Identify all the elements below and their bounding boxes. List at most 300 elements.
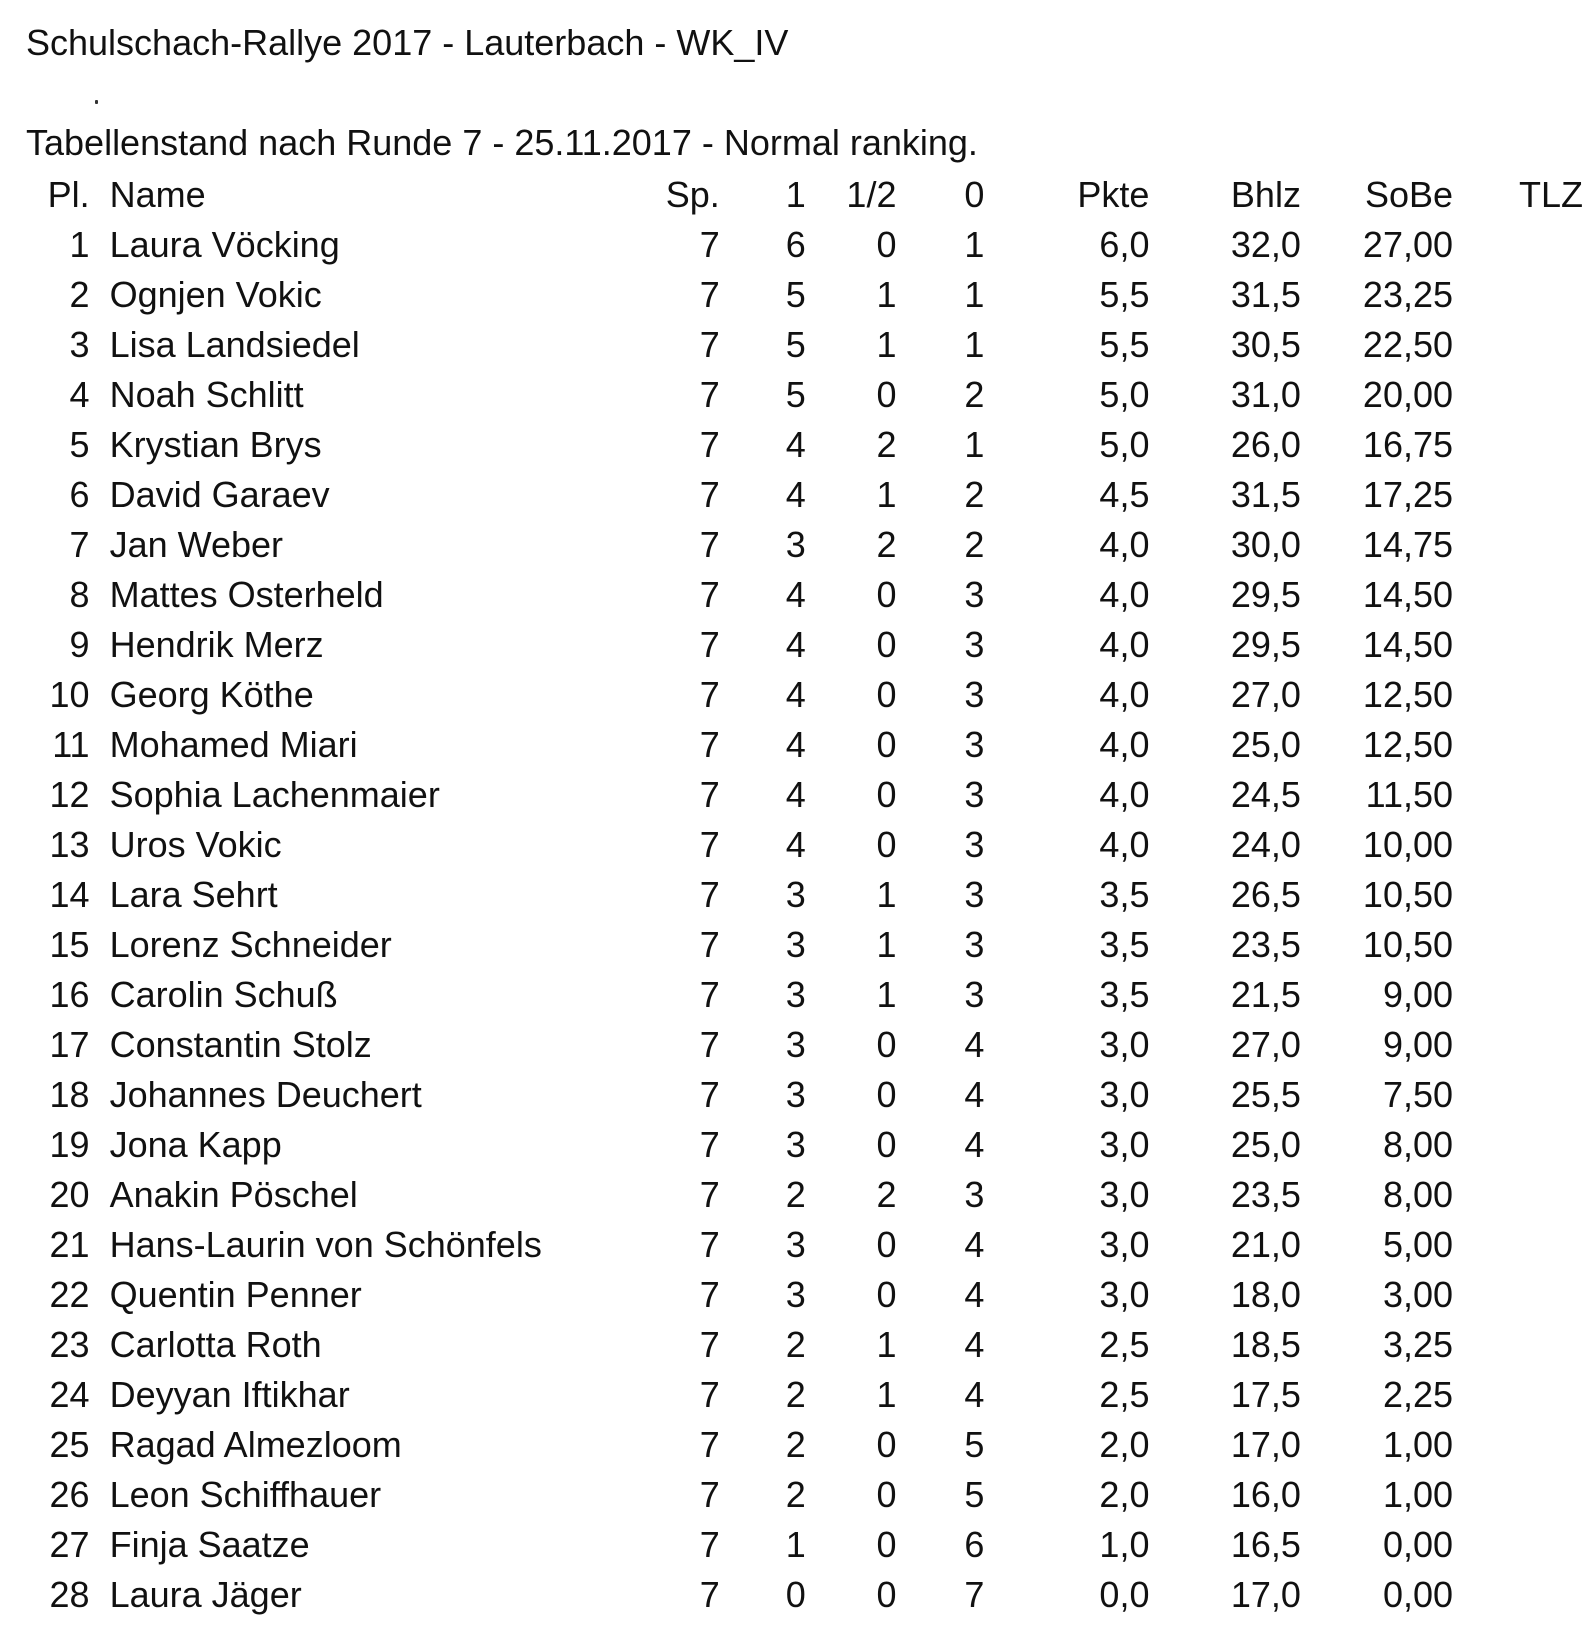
row-wins: 3 [785, 874, 806, 915]
row-place: 14 [49, 874, 90, 915]
row-buchholz: 26,0 [1230, 424, 1301, 465]
row-losses: 4 [964, 1124, 985, 1165]
row-buchholz: 23,5 [1230, 924, 1301, 965]
row-tlz [1453, 1570, 1583, 1620]
row-games: 7 [699, 1224, 720, 1265]
row-games: 7 [699, 474, 720, 515]
row-buchholz: 31,5 [1230, 474, 1301, 515]
row-buchholz: 31,5 [1230, 274, 1301, 315]
row-points: 6,0 [1099, 224, 1150, 265]
row-games: 7 [699, 1574, 720, 1615]
row-draws: 0 [876, 1574, 897, 1615]
row-sonneborn-berger: 0,00 [1382, 1574, 1454, 1615]
row-games: 7 [699, 224, 720, 265]
row-sonneborn-berger: 23,25 [1362, 274, 1454, 315]
row-wins: 1 [785, 1524, 806, 1565]
row-wins: 4 [785, 574, 806, 615]
table-row [34, 520, 1583, 570]
header-tlz: TLZ [1518, 174, 1583, 215]
table-row [34, 820, 1583, 870]
row-buchholz: 18,5 [1230, 1324, 1301, 1365]
row-tlz [1453, 1070, 1583, 1120]
row-name: Constantin Stolz [109, 1024, 372, 1065]
row-buchholz: 25,5 [1230, 1074, 1301, 1115]
row-draws: 0 [876, 1124, 897, 1165]
row-draws: 0 [876, 1524, 897, 1565]
row-buchholz: 21,5 [1230, 974, 1301, 1015]
row-points: 3,5 [1099, 974, 1150, 1015]
row-place: 25 [49, 1424, 90, 1465]
row-losses: 3 [964, 774, 985, 815]
row-wins: 4 [785, 624, 806, 665]
row-draws: 2 [876, 1174, 897, 1215]
row-points: 5,0 [1099, 374, 1150, 415]
row-tlz [1453, 470, 1583, 520]
table-row [34, 1570, 1583, 1620]
standings-header [34, 170, 1583, 220]
row-draws: 0 [876, 1074, 897, 1115]
row-buchholz: 31,0 [1230, 374, 1301, 415]
row-name: Krystian Brys [109, 424, 322, 465]
row-tlz [1453, 1020, 1583, 1070]
row-draws: 1 [876, 874, 897, 915]
row-losses: 3 [964, 724, 985, 765]
row-place: 17 [49, 1024, 90, 1065]
table-row [34, 570, 1583, 620]
row-points: 3,0 [1099, 1024, 1150, 1065]
row-losses: 7 [964, 1574, 985, 1615]
row-sonneborn-berger: 14,50 [1362, 624, 1454, 665]
row-games: 7 [699, 824, 720, 865]
row-games: 7 [699, 374, 720, 415]
row-name: Anakin Pöschel [109, 1174, 358, 1215]
row-sonneborn-berger: 9,00 [1382, 974, 1454, 1015]
row-tlz [1453, 1370, 1583, 1420]
row-tlz [1453, 620, 1583, 670]
row-games: 7 [699, 724, 720, 765]
row-tlz [1453, 870, 1583, 920]
row-buchholz: 29,5 [1230, 574, 1301, 615]
row-name: Carlotta Roth [109, 1324, 322, 1365]
row-wins: 4 [785, 824, 806, 865]
row-points: 4,5 [1099, 474, 1150, 515]
row-buchholz: 25,0 [1230, 724, 1301, 765]
row-sonneborn-berger: 12,50 [1362, 724, 1454, 765]
row-wins: 4 [785, 474, 806, 515]
row-sonneborn-berger: 5,00 [1382, 1224, 1454, 1265]
row-losses: 1 [964, 324, 985, 365]
row-tlz [1453, 970, 1583, 1020]
row-wins: 2 [785, 1474, 806, 1515]
row-losses: 1 [964, 224, 985, 265]
header-bhlz: Bhlz [1230, 174, 1301, 215]
row-games: 7 [699, 1374, 720, 1415]
standings-body [34, 220, 1583, 1620]
row-wins: 2 [785, 1424, 806, 1465]
row-buchholz: 17,5 [1230, 1374, 1301, 1415]
row-wins: 6 [785, 224, 806, 265]
row-points: 3,5 [1099, 924, 1150, 965]
row-name: David Garaev [109, 474, 330, 515]
row-name: Noah Schlitt [109, 374, 304, 415]
row-games: 7 [699, 1074, 720, 1115]
row-place: 10 [49, 674, 90, 715]
row-losses: 3 [964, 874, 985, 915]
row-sonneborn-berger: 14,50 [1362, 574, 1454, 615]
row-points: 4,0 [1099, 674, 1150, 715]
row-place: 4 [69, 374, 90, 415]
row-name: Lorenz Schneider [109, 924, 392, 965]
row-sonneborn-berger: 10,50 [1362, 924, 1454, 965]
header-sobe: SoBe [1364, 174, 1454, 215]
row-wins: 2 [785, 1174, 806, 1215]
row-tlz [1453, 720, 1583, 770]
row-games: 7 [699, 1424, 720, 1465]
row-points: 4,0 [1099, 624, 1150, 665]
row-losses: 3 [964, 574, 985, 615]
row-games: 7 [699, 574, 720, 615]
row-place: 5 [69, 424, 90, 465]
table-row [34, 1370, 1583, 1420]
row-name: Uros Vokic [109, 824, 282, 865]
row-tlz [1453, 1120, 1583, 1170]
row-place: 22 [49, 1274, 90, 1315]
row-draws: 0 [876, 574, 897, 615]
row-place: 8 [69, 574, 90, 615]
row-wins: 2 [785, 1374, 806, 1415]
table-row [34, 1120, 1583, 1170]
header-losses: 0 [964, 174, 985, 215]
row-tlz [1453, 270, 1583, 320]
row-points: 2,0 [1099, 1424, 1150, 1465]
row-name: Lisa Landsiedel [109, 324, 360, 365]
row-place: 16 [49, 974, 90, 1015]
row-draws: 0 [876, 1424, 897, 1465]
row-losses: 3 [964, 674, 985, 715]
row-losses: 6 [964, 1524, 985, 1565]
row-losses: 1 [964, 274, 985, 315]
row-draws: 0 [876, 1274, 897, 1315]
row-points: 4,0 [1099, 824, 1150, 865]
table-row [34, 920, 1583, 970]
row-games: 7 [699, 424, 720, 465]
row-name: Laura Jäger [109, 1574, 302, 1615]
row-sonneborn-berger: 8,00 [1382, 1124, 1454, 1165]
row-losses: 2 [964, 374, 985, 415]
row-points: 3,5 [1099, 874, 1150, 915]
row-wins: 4 [785, 724, 806, 765]
row-sonneborn-berger: 17,25 [1362, 474, 1454, 515]
row-losses: 4 [964, 1024, 985, 1065]
row-losses: 3 [964, 924, 985, 965]
row-buchholz: 26,5 [1230, 874, 1301, 915]
table-row [34, 1070, 1583, 1120]
row-games: 7 [699, 1524, 720, 1565]
table-row [34, 420, 1583, 470]
row-sonneborn-berger: 0,00 [1382, 1524, 1454, 1565]
row-buchholz: 17,0 [1230, 1574, 1301, 1615]
row-games: 7 [699, 924, 720, 965]
row-points: 2,5 [1099, 1324, 1150, 1365]
row-losses: 4 [964, 1274, 985, 1315]
row-wins: 3 [785, 1224, 806, 1265]
row-games: 7 [699, 1024, 720, 1065]
row-tlz [1453, 220, 1583, 270]
row-draws: 1 [876, 924, 897, 965]
row-wins: 3 [785, 1024, 806, 1065]
row-losses: 2 [964, 474, 985, 515]
header-sp: Sp. [665, 174, 720, 215]
row-draws: 1 [876, 324, 897, 365]
table-row [34, 220, 1583, 270]
row-draws: 1 [876, 974, 897, 1015]
row-losses: 3 [964, 624, 985, 665]
row-place: 15 [49, 924, 90, 965]
page-title: Schulschach-Rallye 2017 - Lauterbach - WK_IV [26, 22, 789, 63]
row-tlz [1453, 320, 1583, 370]
row-buchholz: 18,0 [1230, 1274, 1301, 1315]
row-name: Ognjen Vokic [109, 274, 322, 315]
row-name: Mohamed Miari [109, 724, 358, 765]
row-name: Quentin Penner [109, 1274, 362, 1315]
row-tlz [1453, 670, 1583, 720]
row-games: 7 [699, 774, 720, 815]
row-place: 27 [49, 1524, 90, 1565]
row-sonneborn-berger: 1,00 [1382, 1474, 1454, 1515]
row-draws: 0 [876, 624, 897, 665]
table-row [34, 620, 1583, 670]
table-row [34, 770, 1583, 820]
row-losses: 3 [964, 974, 985, 1015]
row-buchholz: 21,0 [1230, 1224, 1301, 1265]
header-draws: 1/2 [846, 174, 897, 215]
row-games: 7 [699, 1474, 720, 1515]
row-draws: 1 [876, 1324, 897, 1365]
row-tlz [1453, 820, 1583, 870]
row-sonneborn-berger: 12,50 [1362, 674, 1454, 715]
row-name: Carolin Schuß [109, 974, 338, 1015]
row-draws: 0 [876, 1474, 897, 1515]
row-name: Mattes Osterheld [109, 574, 384, 615]
row-draws: 1 [876, 1374, 897, 1415]
header-row [34, 170, 1583, 220]
row-place: 2 [69, 274, 90, 315]
row-place: 28 [49, 1574, 90, 1615]
row-name: Hans-Laurin von Schönfels [109, 1224, 542, 1265]
row-draws: 0 [876, 1024, 897, 1065]
row-sonneborn-berger: 7,50 [1382, 1074, 1454, 1115]
row-sonneborn-berger: 10,00 [1362, 824, 1454, 865]
row-points: 5,0 [1099, 424, 1150, 465]
row-losses: 4 [964, 1374, 985, 1415]
row-buchholz: 24,0 [1230, 824, 1301, 865]
table-row [34, 1270, 1583, 1320]
row-buchholz: 16,5 [1230, 1524, 1301, 1565]
row-buchholz: 16,0 [1230, 1474, 1301, 1515]
table-row [34, 1320, 1583, 1370]
table-row [34, 720, 1583, 770]
row-name: Hendrik Merz [109, 624, 324, 665]
row-games: 7 [699, 274, 720, 315]
row-draws: 1 [876, 274, 897, 315]
row-place: 24 [49, 1374, 90, 1415]
row-tlz [1453, 1520, 1583, 1570]
row-draws: 0 [876, 774, 897, 815]
row-place: 9 [69, 624, 90, 665]
table-row [34, 1020, 1583, 1070]
row-wins: 5 [785, 324, 806, 365]
row-wins: 5 [785, 274, 806, 315]
row-points: 4,0 [1099, 574, 1150, 615]
row-games: 7 [699, 1324, 720, 1365]
row-sonneborn-berger: 9,00 [1382, 1024, 1454, 1065]
row-wins: 3 [785, 524, 806, 565]
row-name: Finja Saatze [109, 1524, 310, 1565]
row-place: 6 [69, 474, 90, 515]
row-name: Leon Schiffhauer [109, 1474, 382, 1515]
row-name: Jona Kapp [109, 1124, 282, 1165]
row-games: 7 [699, 1174, 720, 1215]
header-pl: Pl. [47, 174, 90, 215]
row-tlz [1453, 1220, 1583, 1270]
row-sonneborn-berger: 2,25 [1382, 1374, 1454, 1415]
row-sonneborn-berger: 11,50 [1365, 774, 1454, 815]
row-draws: 0 [876, 224, 897, 265]
row-buchholz: 24,5 [1230, 774, 1301, 815]
row-sonneborn-berger: 8,00 [1382, 1174, 1454, 1215]
row-wins: 2 [785, 1324, 806, 1365]
row-losses: 4 [964, 1324, 985, 1365]
row-sonneborn-berger: 1,00 [1382, 1424, 1454, 1465]
row-wins: 5 [785, 374, 806, 415]
row-buchholz: 27,0 [1230, 674, 1301, 715]
row-place: 21 [49, 1224, 90, 1265]
row-losses: 5 [964, 1424, 985, 1465]
row-draws: 0 [876, 724, 897, 765]
row-points: 0,0 [1099, 1574, 1150, 1615]
row-losses: 4 [964, 1224, 985, 1265]
row-losses: 1 [964, 424, 985, 465]
standings-subtitle: Tabellenstand nach Runde 7 - 25.11.2017 - Normal ranking. [26, 122, 978, 163]
row-wins: 4 [785, 774, 806, 815]
row-points: 2,0 [1099, 1474, 1150, 1515]
row-draws: 0 [876, 374, 897, 415]
row-games: 7 [699, 1124, 720, 1165]
header-name: Name [109, 174, 206, 215]
row-place: 3 [69, 324, 90, 365]
row-points: 1,0 [1099, 1524, 1150, 1565]
row-buchholz: 23,5 [1230, 1174, 1301, 1215]
row-wins: 3 [785, 924, 806, 965]
row-losses: 3 [964, 1174, 985, 1215]
scan-speck [95, 100, 98, 104]
row-place: 1 [69, 224, 90, 265]
row-wins: 3 [785, 1074, 806, 1115]
header-pkte: Pkte [1077, 174, 1150, 215]
row-buchholz: 17,0 [1230, 1424, 1301, 1465]
table-row [34, 320, 1583, 370]
row-points: 3,0 [1099, 1074, 1150, 1115]
row-place: 20 [49, 1174, 90, 1215]
row-draws: 2 [876, 524, 897, 565]
row-games: 7 [699, 1274, 720, 1315]
row-wins: 0 [785, 1574, 806, 1615]
row-tlz [1453, 1170, 1583, 1220]
row-tlz [1453, 370, 1583, 420]
table-row [34, 1470, 1583, 1520]
row-tlz [1453, 920, 1583, 970]
row-buchholz: 29,5 [1230, 624, 1301, 665]
header-wins: 1 [785, 174, 806, 215]
row-losses: 2 [964, 524, 985, 565]
row-sonneborn-berger: 14,75 [1362, 524, 1454, 565]
row-wins: 3 [785, 1124, 806, 1165]
row-buchholz: 27,0 [1230, 1024, 1301, 1065]
row-buchholz: 25,0 [1230, 1124, 1301, 1165]
row-name: Johannes Deuchert [109, 1074, 422, 1115]
row-buchholz: 30,5 [1230, 324, 1301, 365]
row-sonneborn-berger: 27,00 [1362, 224, 1454, 265]
row-points: 4,0 [1099, 774, 1150, 815]
table-row [34, 370, 1583, 420]
row-draws: 0 [876, 674, 897, 715]
row-place: 12 [49, 774, 90, 815]
row-buchholz: 32,0 [1230, 224, 1301, 265]
row-sonneborn-berger: 3,00 [1382, 1274, 1454, 1315]
table-row [34, 1520, 1583, 1570]
table-row [34, 670, 1583, 720]
table-row [34, 1170, 1583, 1220]
row-draws: 2 [876, 424, 897, 465]
row-losses: 3 [964, 824, 985, 865]
row-draws: 0 [876, 1224, 897, 1265]
row-name: Laura Vöcking [109, 224, 340, 265]
row-games: 7 [699, 624, 720, 665]
row-tlz [1453, 1270, 1583, 1320]
row-tlz [1453, 1320, 1583, 1370]
row-name: Georg Köthe [109, 674, 314, 715]
row-points: 5,5 [1099, 274, 1150, 315]
row-name: Sophia Lachenmaier [109, 774, 440, 815]
row-wins: 4 [785, 424, 806, 465]
table-row [34, 1420, 1583, 1470]
row-wins: 3 [785, 1274, 806, 1315]
row-place: 19 [49, 1124, 90, 1165]
row-sonneborn-berger: 10,50 [1362, 874, 1454, 915]
row-wins: 3 [785, 974, 806, 1015]
row-place: 23 [49, 1324, 90, 1365]
table-row [34, 270, 1583, 320]
row-name: Jan Weber [109, 524, 284, 565]
row-games: 7 [699, 974, 720, 1015]
row-losses: 4 [964, 1074, 985, 1115]
row-points: 3,0 [1099, 1174, 1150, 1215]
table-row [34, 870, 1583, 920]
row-points: 3,0 [1099, 1124, 1150, 1165]
row-points: 3,0 [1099, 1224, 1150, 1265]
row-place: 18 [49, 1074, 90, 1115]
table-row [34, 970, 1583, 1020]
row-losses: 5 [964, 1474, 985, 1515]
row-place: 7 [69, 524, 90, 565]
table-row [34, 470, 1583, 520]
row-games: 7 [699, 674, 720, 715]
row-tlz [1453, 420, 1583, 470]
row-games: 7 [699, 324, 720, 365]
row-buchholz: 30,0 [1230, 524, 1301, 565]
row-tlz [1453, 1470, 1583, 1520]
row-name: Deyyan Iftikhar [109, 1374, 350, 1415]
